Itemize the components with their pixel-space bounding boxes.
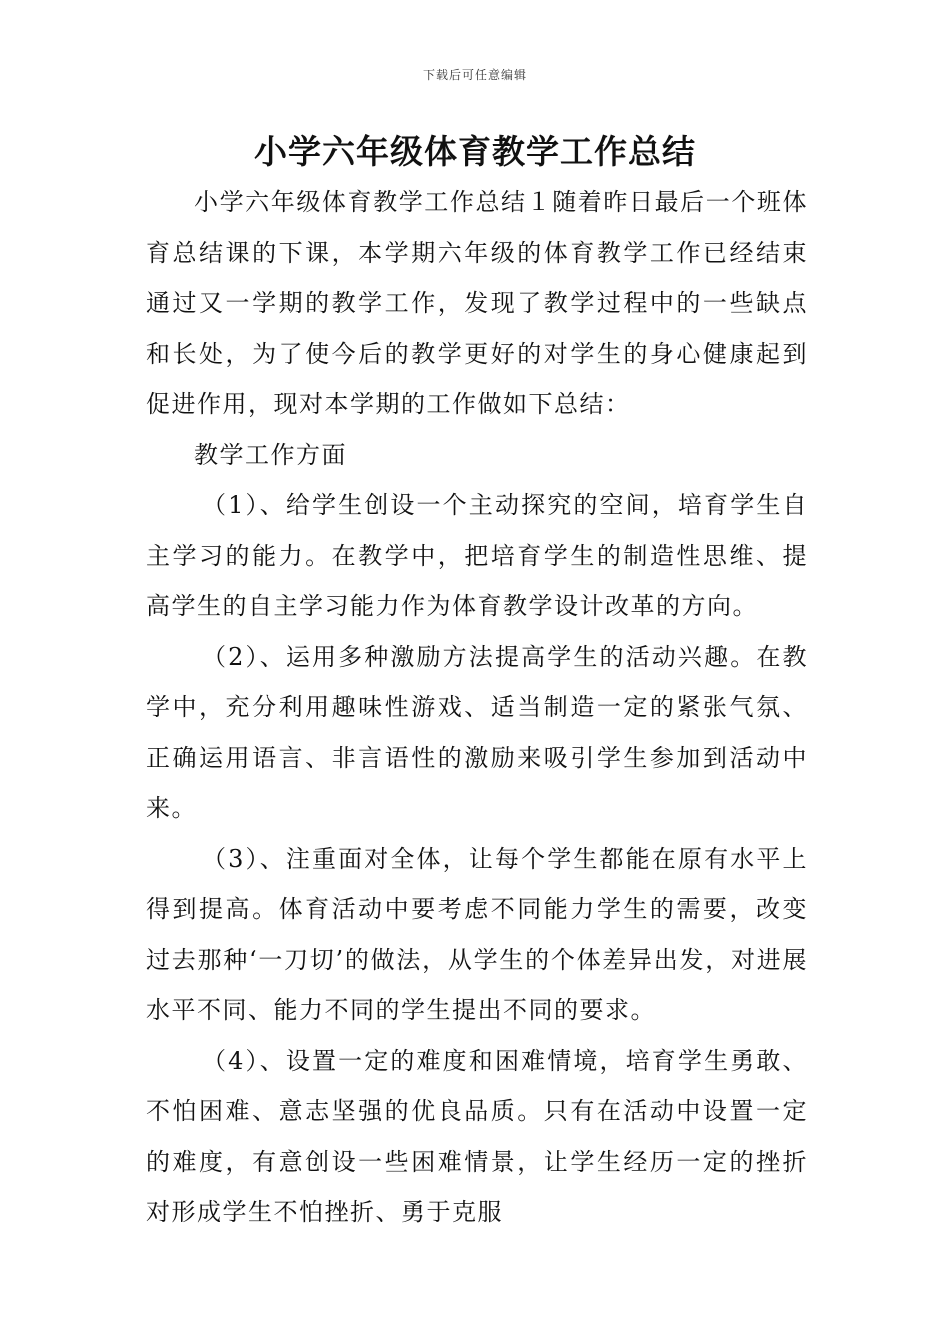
list-item-2: （2）、运用多种激励方法提高学生的活动兴趣。在教学中，充分利用趣味性游戏、适当制造一定的紧张气氛、正确运用语言、非言语性的激励来吸引学生参加到活动中来。 [146, 642, 808, 822]
document-title: 小学六年级体育教学工作总结 [254, 132, 696, 171]
document-body [146, 177, 808, 1238]
list-item-4: （4）、设置一定的难度和困难情境，培育学生勇敢、不怕困难、意志坚强的优良品质。只有在活动中设置一定的难度，有意创设一些困难情景，让学生经历一定的挫折对形成学生不怕挫折、勇于克服 [146, 1046, 808, 1226]
list-item-3: （3）、注重面对全体，让每个学生都能在原有水平上得到提高。体育活动中要考虑不同能力学生的需要，改变过去那种‘一刀切’的做法，从学生的个体差异出发，对进展水平不同、能力不同的学生提出不同的要求。 [146, 844, 808, 1024]
section-heading: 教学工作方面 [194, 440, 347, 469]
header-note: 下载后可任意编辑 [422, 68, 527, 82]
list-item-1: （1）、给学生创设一个主动探究的空间，培育学生自主学习的能力。在教学中，把培育学生的制造性思维、提高学生的自主学习能力作为体育教学设计改革的方向。 [146, 491, 808, 620]
intro-paragraph: 小学六年级体育教学工作总结１随着昨日最后一个班体育总结课的下课，本学期六年级的体育教学工作已经结束通过又一学期的教学工作，发现了教学过程中的一些缺点和长处，为了使今后的教学更好的对学生的身心健康起到促进作用，现对本学期的工作做如下总结： [146, 188, 808, 418]
